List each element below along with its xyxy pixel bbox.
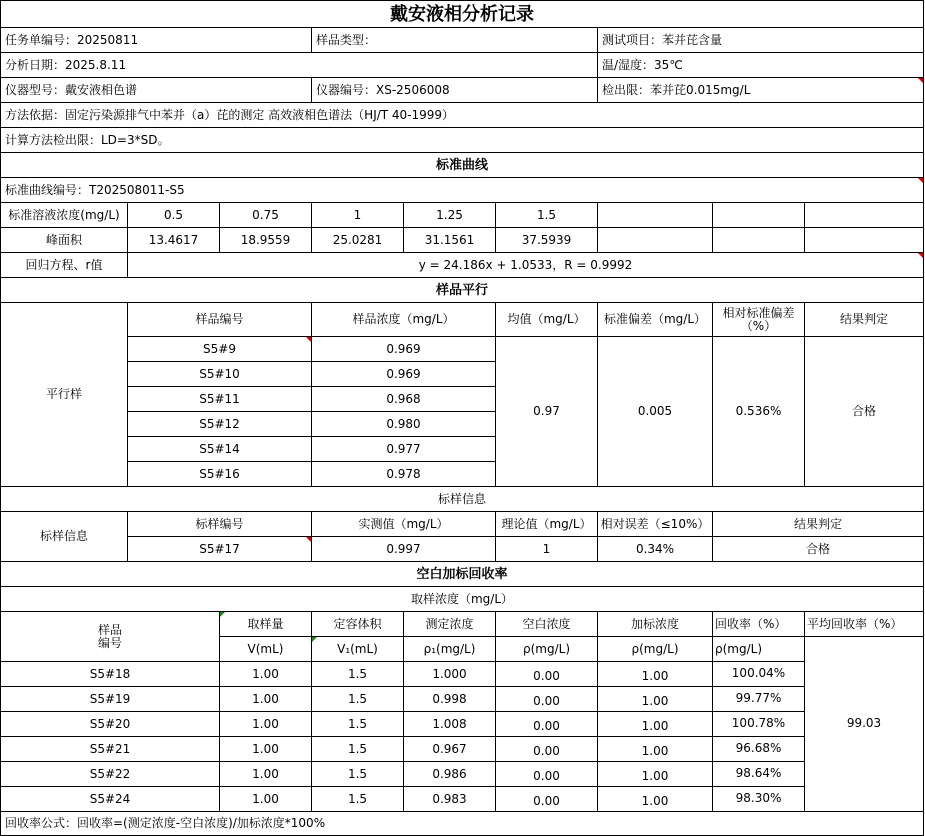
conc-value[interactable]: 1.5 (496, 203, 598, 228)
conc-value[interactable]: 1 (312, 203, 404, 228)
spike-recovery[interactable]: 98.30% (713, 787, 805, 812)
area-value[interactable]: 37.5939 (496, 228, 598, 253)
parallel-rsd[interactable]: 0.536% (713, 337, 805, 487)
header-ref-sample-no: 标样编号 (128, 512, 312, 537)
spike-sample-no[interactable]: S5#20 (0, 712, 220, 737)
spike-sample-no[interactable]: S5#21 (0, 737, 220, 762)
calc-method-cell[interactable]: 计算方法检出限：LD=3*SD。 (0, 128, 924, 153)
spike-subtitle: 取样浓度（mg/L） (0, 587, 924, 612)
comment-indicator-icon[interactable] (306, 537, 311, 542)
conc-label: 标准溶液浓度(mg/L) (0, 203, 128, 228)
spike-volume[interactable]: 1.00 (220, 737, 312, 762)
comment-indicator-icon[interactable] (918, 253, 923, 258)
instrument-no-cell[interactable]: 仪器编号：XS-2506008 (312, 78, 598, 103)
parallel-mean[interactable]: 0.97 (496, 337, 598, 487)
spike-constant-volume[interactable]: 1.5 (312, 787, 404, 812)
parallel-sample-no[interactable]: S5#11 (128, 387, 312, 412)
parallel-concentration[interactable]: 0.969 (312, 362, 496, 387)
area-value[interactable]: 31.1561 (404, 228, 496, 253)
parallel-concentration[interactable]: 0.978 (312, 462, 496, 487)
parallel-result[interactable]: 合格 (805, 337, 924, 487)
spike-blank[interactable]: 0.00 (496, 787, 598, 812)
detection-limit-cell[interactable] (598, 78, 924, 103)
parallel-sample-no[interactable]: S5#16 (128, 462, 312, 487)
header-recovery: 回收率（%） (713, 612, 805, 637)
header-ref-measured: 实测值（mg/L） (312, 512, 496, 537)
detection-limit-text: 检出限：苯并芘0.015mg/L (602, 82, 751, 97)
spike-constant-volume[interactable]: 1.5 (312, 687, 404, 712)
header-spike-conc: 加标浓度 (598, 612, 713, 637)
spike-blank[interactable]: 0.00 (496, 762, 598, 787)
spike-spike[interactable]: 1.00 (598, 687, 713, 712)
header-rsd (713, 303, 805, 337)
reference-row-label: 标样信息 (0, 512, 128, 562)
header-rsd-line2: （%） (740, 318, 777, 333)
spike-blank[interactable]: 0.00 (496, 687, 598, 712)
parallel-sample-no[interactable]: S5#14 (128, 437, 312, 462)
instrument-model-cell[interactable]: 仪器型号：戴安液相色谱 (0, 78, 312, 103)
header-result: 结果判定 (805, 303, 924, 337)
spike-section-title: 空白加标回收率 (0, 562, 924, 587)
header-sample-volume-unit: V(mL) (220, 637, 312, 662)
spike-blank[interactable]: 0.00 (496, 662, 598, 687)
spike-constant-volume[interactable]: 1.5 (312, 662, 404, 687)
header-ref-relative-error: 相对误差（≤10%） (598, 512, 713, 537)
parallel-std-dev[interactable]: 0.005 (598, 337, 713, 487)
header-sample-line2: 编号 (97, 635, 122, 650)
conc-value[interactable]: 1.25 (404, 203, 496, 228)
spike-spike[interactable]: 1.00 (598, 662, 713, 687)
temp-humidity-cell[interactable]: 温/湿度：35℃ (598, 53, 924, 78)
spike-measured[interactable]: 0.986 (404, 762, 496, 787)
sample-no-text: S5#9 (203, 341, 236, 356)
area-value[interactable] (805, 228, 924, 253)
area-label: 峰面积 (0, 228, 128, 253)
curve-no-text: 标准曲线编号：T202508011-S5 (5, 182, 185, 197)
spike-spike[interactable]: 1.00 (598, 712, 713, 737)
parallel-concentration[interactable]: 0.969 (312, 337, 496, 362)
conc-value[interactable] (805, 203, 924, 228)
reference-section-title: 标样信息 (0, 487, 924, 512)
spike-spike[interactable]: 1.00 (598, 762, 713, 787)
ref-measured[interactable]: 0.997 (312, 537, 496, 562)
regression-equation-cell[interactable] (128, 253, 924, 278)
spike-measured[interactable]: 1.008 (404, 712, 496, 737)
comment-indicator-icon[interactable] (918, 78, 923, 83)
spike-sample-no[interactable]: S5#24 (0, 787, 220, 812)
spike-volume[interactable]: 1.00 (220, 712, 312, 737)
spike-measured[interactable]: 0.998 (404, 687, 496, 712)
method-basis-cell[interactable]: 方法依据：固定污染源排气中苯并（a）芘的测定 高效液相色谱法（HJ/T 40-1999） (0, 103, 924, 128)
area-value[interactable]: 25.0281 (312, 228, 404, 253)
ref-sample-no-text: S5#17 (199, 541, 240, 556)
spike-sample-no[interactable]: S5#19 (0, 687, 220, 712)
parallel-concentration[interactable]: 0.968 (312, 387, 496, 412)
header-recovery-unit: ρ(mg/L) (713, 637, 805, 662)
area-value[interactable]: 13.4617 (128, 228, 220, 253)
spike-blank[interactable]: 0.00 (496, 712, 598, 737)
header-measured-conc: 测定浓度 (404, 612, 496, 637)
header-sample-volume-text: 取样量 (247, 616, 284, 631)
spike-avg-recovery[interactable]: 99.03 (805, 637, 924, 812)
parallel-row-label: 平行样 (0, 303, 128, 487)
parallel-concentration[interactable]: 0.977 (312, 437, 496, 462)
spike-measured[interactable]: 1.000 (404, 662, 496, 687)
spike-recovery[interactable]: 96.68% (713, 737, 805, 762)
header-spike-sample-no (0, 612, 220, 662)
regression-equation-text: y = 24.186x + 1.0533，R = 0.9992 (418, 257, 633, 272)
parallel-sample-no[interactable]: S5#10 (128, 362, 312, 387)
header-spike-conc-unit: ρ(mg/L) (598, 637, 713, 662)
header-blank-conc-unit: ρ(mg/L) (496, 637, 598, 662)
comment-indicator-icon[interactable] (918, 178, 923, 183)
spike-recovery[interactable]: 98.64% (713, 762, 805, 787)
spike-blank[interactable]: 0.00 (496, 737, 598, 762)
spike-volume[interactable]: 1.00 (220, 687, 312, 712)
spike-measured[interactable]: 0.983 (404, 787, 496, 812)
task-no-cell[interactable]: 任务单编号：20250811 (0, 28, 312, 53)
comment-indicator-icon[interactable] (306, 337, 311, 342)
green-indicator-icon (220, 612, 225, 617)
spike-spike[interactable]: 1.00 (598, 787, 713, 812)
spike-volume[interactable]: 1.00 (220, 762, 312, 787)
conc-value[interactable]: 0.75 (220, 203, 312, 228)
spike-sample-no[interactable]: S5#18 (0, 662, 220, 687)
parallel-section-title: 样品平行 (0, 278, 924, 303)
spike-sample-no[interactable]: S5#22 (0, 762, 220, 787)
spike-measured[interactable]: 0.967 (404, 737, 496, 762)
regression-label: 回归方程、r值 (0, 253, 128, 278)
header-std-dev: 标准偏差（mg/L） (598, 303, 713, 337)
ref-relative-error[interactable]: 0.34% (598, 537, 713, 562)
curve-no-cell[interactable] (0, 178, 924, 203)
green-indicator-icon (312, 637, 317, 642)
conc-value[interactable] (713, 203, 805, 228)
conc-value[interactable] (598, 203, 713, 228)
parallel-sample-no[interactable]: S5#12 (128, 412, 312, 437)
parallel-concentration[interactable]: 0.980 (312, 412, 496, 437)
header-constant-volume-unit-text: V₁(mL) (337, 641, 378, 656)
spike-constant-volume[interactable]: 1.5 (312, 737, 404, 762)
header-ref-result: 结果判定 (713, 512, 924, 537)
page-title: 戴安液相分析记录 (0, 0, 924, 28)
header-avg-recovery: 平均回收率（%） (805, 612, 924, 637)
analysis-date-cell[interactable]: 分析日期：2025.8.11 (0, 53, 598, 78)
ref-theoretical[interactable]: 1 (496, 537, 598, 562)
ref-sample-no[interactable] (128, 537, 312, 562)
header-ref-theoretical: 理论值（mg/L） (496, 512, 598, 537)
spike-recovery[interactable]: 100.78% (713, 712, 805, 737)
spike-volume[interactable]: 1.00 (220, 662, 312, 687)
spike-constant-volume[interactable]: 1.5 (312, 762, 404, 787)
area-value[interactable] (713, 228, 805, 253)
spike-recovery[interactable]: 100.04% (713, 662, 805, 687)
sample-type-cell[interactable]: 样品类型： (312, 28, 598, 53)
header-constant-volume: 定容体积 (312, 612, 404, 637)
header-measured-conc-unit: ρ₁(mg/L) (404, 637, 496, 662)
area-value[interactable] (598, 228, 713, 253)
spike-volume[interactable]: 1.00 (220, 787, 312, 812)
header-rsd-line1: 相对标准偏差 (722, 305, 795, 320)
spike-spike[interactable]: 1.00 (598, 737, 713, 762)
spike-constant-volume[interactable]: 1.5 (312, 712, 404, 737)
header-concentration: 样品浓度（mg/L） (312, 303, 496, 337)
spike-recovery[interactable]: 99.77% (713, 687, 805, 712)
header-sample-volume (220, 612, 312, 637)
header-constant-volume-unit (312, 637, 404, 662)
header-sample-line1: 样品 (97, 622, 122, 637)
header-mean: 均值（mg/L） (496, 303, 598, 337)
header-blank-conc: 空白浓度 (496, 612, 598, 637)
conc-value[interactable]: 0.5 (128, 203, 220, 228)
standard-curve-section-title: 标准曲线 (0, 153, 924, 178)
ref-result[interactable]: 合格 (713, 537, 924, 562)
area-value[interactable]: 18.9559 (220, 228, 312, 253)
test-item-cell[interactable]: 测试项目：苯并芘含量 (598, 28, 924, 53)
recovery-formula[interactable]: 回收率公式：回收率=(测定浓度-空白浓度)/加标浓度*100% (0, 812, 924, 836)
header-sample-no: 样品编号 (128, 303, 312, 337)
parallel-sample-no[interactable] (128, 337, 312, 362)
